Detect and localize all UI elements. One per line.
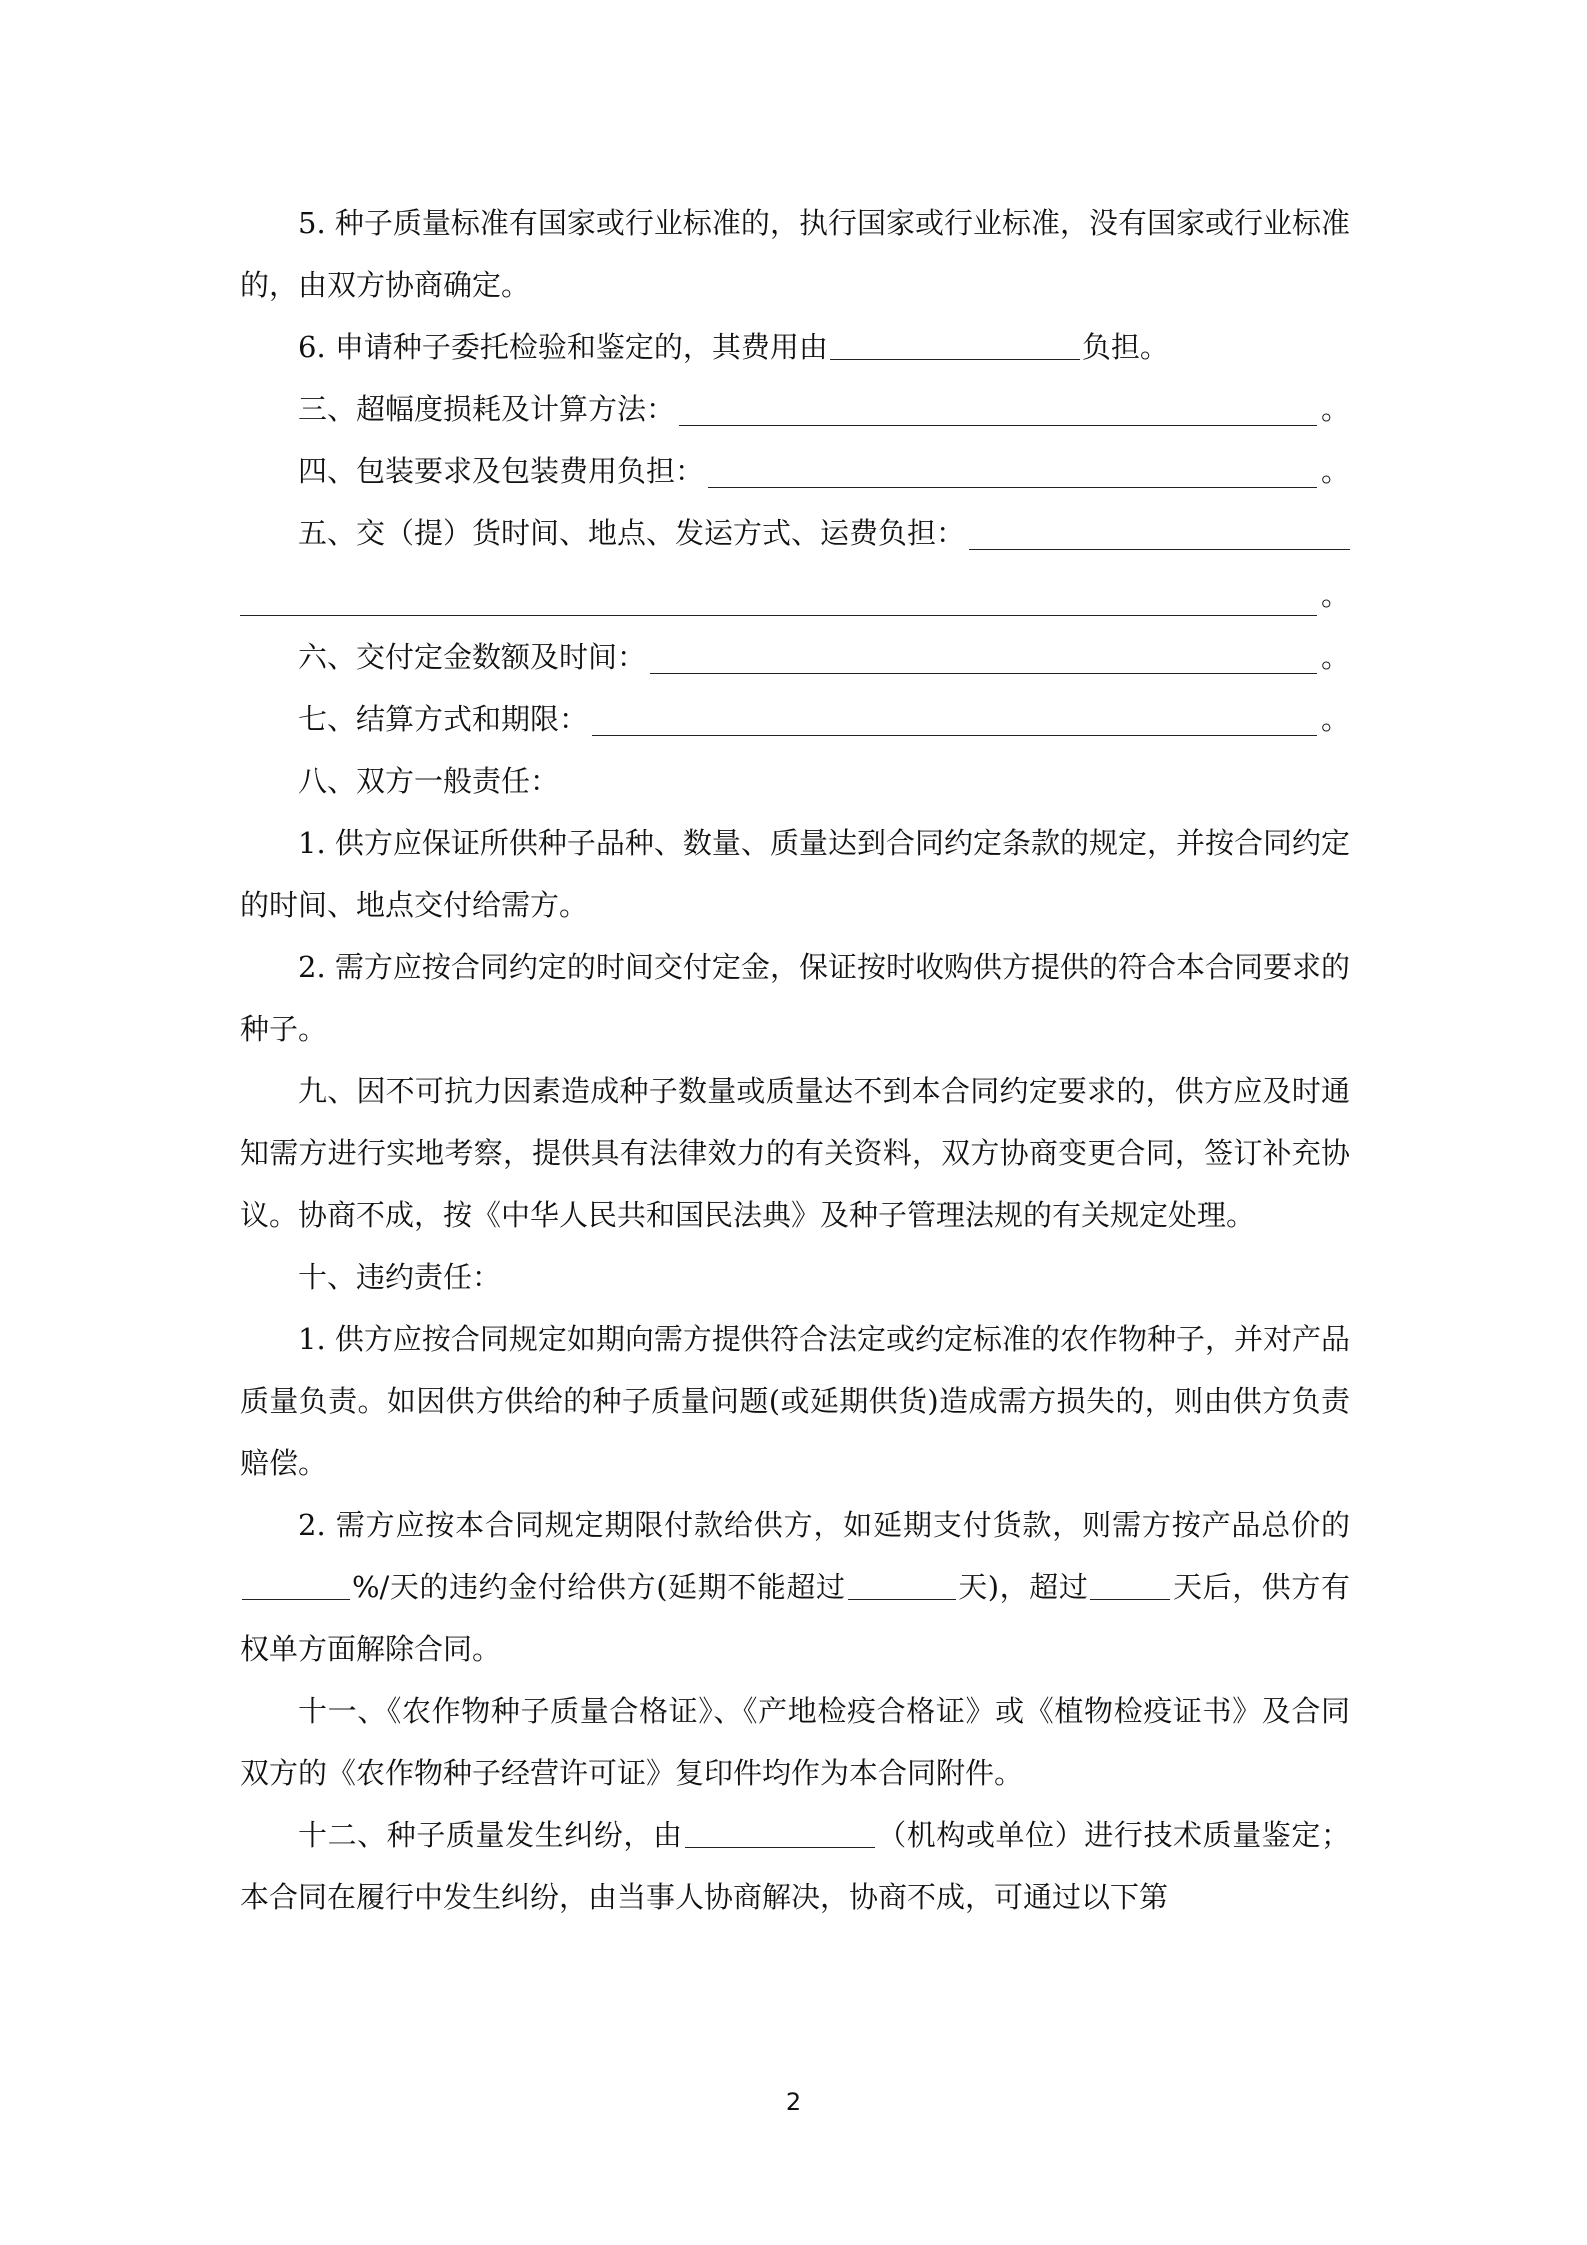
termination-days-blank[interactable]: [1090, 1570, 1170, 1600]
packaging-blank[interactable]: [708, 458, 1317, 488]
clause-8-1: 1. 供方应保证所供种子品种、数量、质量达到合同约定条款的规定，并按合同约定的时间、地点交付给需方。: [240, 826, 1350, 922]
delivery-blank-line-1[interactable]: [969, 520, 1350, 550]
section-5: 五、交（提）货时间、地点、发运方式、运费负担：: [240, 502, 1350, 564]
page-number: 2: [785, 2088, 802, 2116]
penalty-rate-blank[interactable]: [242, 1570, 350, 1600]
section-5-continuation: 。: [240, 564, 1350, 626]
appraisal-agency-blank[interactable]: [685, 1818, 875, 1848]
loss-method-blank[interactable]: [679, 396, 1317, 426]
section-9: 九、因不可抗力因素造成种子数量或质量达不到本合同约定要求的，供方应及时通知需方进行实地考察，提供具有法律效力的有关资料，双方协商变更合同，签订补充协议。协商不成，按《中华人民共和国民法典》及种子管理法规的有关规定处理。: [240, 1074, 1350, 1232]
deposit-blank[interactable]: [650, 644, 1317, 674]
section-12: 十二、种子质量发生纠纷，由 （机构或单位）进行技术质量鉴定；本合同在履行中发生纠纷，由当事人协商解决，协商不成，可通过以下第: [240, 1818, 1350, 1914]
section-7: 七、结算方式和期限： 。: [298, 702, 1350, 736]
section-11: 十一、《农作物种子质量合格证》、《产地检疫合格证》或《植物检疫证书》及合同双方的《农作物种子经营许可证》复印件均作为本合同附件。: [240, 1694, 1350, 1790]
clause-5: 5. 种子质量标准有国家或行业标准的，执行国家或行业标准，没有国家或行业标准的，由双方协商确定。: [240, 206, 1350, 302]
clause-8-2: 2. 需方应按合同约定的时间交付定金，保证按时收购供方提供的符合本合同要求的种子。: [240, 950, 1350, 1046]
clause-10-2: 2. 需方应按本合同规定期限付款给供方，如延期支付货款，则需方按产品总价的%/天的违约金付给供方(延期不能超过 天)，超过 天后，供方有权单方面解除合同。: [240, 1508, 1350, 1666]
clause-6: 6. 申请种子委托检验和鉴定的，其费用由 负担。: [298, 330, 1169, 364]
settlement-blank[interactable]: [592, 706, 1317, 736]
section-3: 三、超幅度损耗及计算方法： 。: [298, 392, 1350, 426]
max-delay-days-blank[interactable]: [848, 1570, 956, 1600]
section-4: 四、包装要求及包装费用负担： 。: [298, 454, 1350, 488]
section-6: 六、交付定金数额及时间： 。: [298, 640, 1350, 674]
contract-body: [240, 192, 1350, 1928]
fee-bearer-blank[interactable]: [830, 330, 1080, 360]
clause-10-1: 1. 供方应按合同规定如期向需方提供符合法定或约定标准的农作物种子，并对产品质量负责。如因供方供给的种子质量问题(或延期供货)造成需方损失的，则由供方负责赔偿。: [240, 1322, 1350, 1480]
delivery-blank-line-2[interactable]: [240, 586, 1317, 616]
section-8-title: 八、双方一般责任：: [298, 764, 560, 798]
section-10-title: 十、违约责任：: [298, 1260, 502, 1294]
